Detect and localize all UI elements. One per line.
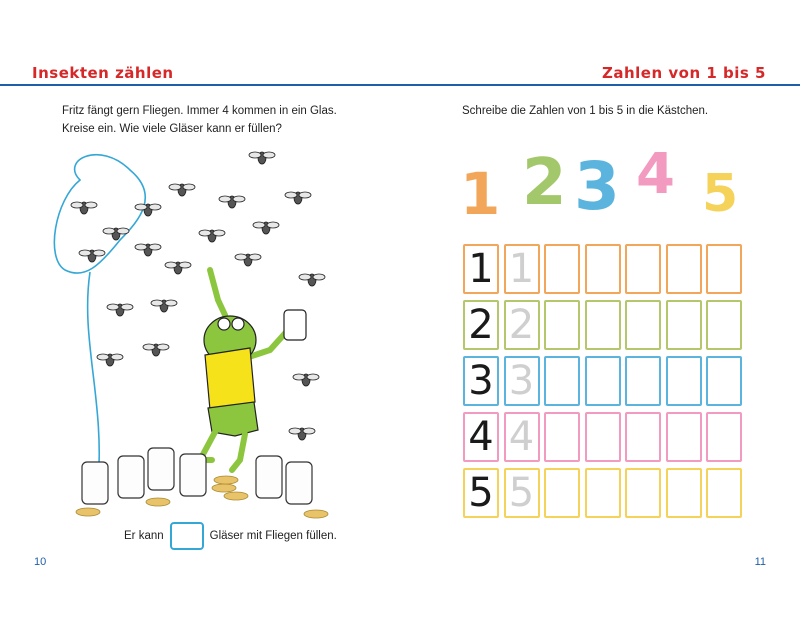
left-instruction-line-2: Kreise ein. Wie viele Gläser kann er füllen? (62, 123, 282, 135)
lid-icon (146, 498, 170, 506)
writing-cell[interactable] (706, 412, 742, 462)
fly-icon (97, 354, 123, 366)
model-digit-cell: 4 (463, 412, 499, 462)
writing-cell[interactable] (544, 244, 580, 294)
grid-row (463, 244, 747, 296)
header-rule (0, 84, 800, 86)
big-number-5: 5 (702, 164, 739, 224)
writing-cell[interactable] (625, 468, 661, 518)
writing-cell[interactable] (706, 244, 742, 294)
fly-icon (103, 228, 129, 240)
jar-icon (256, 456, 282, 498)
writing-cell[interactable] (544, 412, 580, 462)
number-models (448, 142, 758, 232)
fly-icon (165, 262, 191, 274)
writing-cell[interactable] (666, 356, 702, 406)
fly-icon (299, 274, 325, 286)
writing-cell[interactable] (585, 468, 621, 518)
model-digit-cell: 2 (463, 300, 499, 350)
lid-icon (224, 492, 248, 500)
grid-row (463, 468, 747, 520)
trace-digit-cell: 3 (504, 356, 540, 406)
writing-cell[interactable] (585, 412, 621, 462)
frog-flies-illustration (40, 140, 380, 530)
left-instruction-line-1: Fritz fängt gern Fliegen. Immer 4 kommen in ein Glas. (62, 105, 337, 117)
frog-drawing (200, 270, 306, 470)
jar-icon (148, 448, 174, 490)
left-instruction (62, 102, 362, 138)
jar-icon (286, 462, 312, 504)
writing-cell[interactable] (706, 356, 742, 406)
trace-digit-cell: 2 (504, 300, 540, 350)
jar-icon (82, 462, 108, 504)
writing-cell[interactable] (666, 244, 702, 294)
big-number-1: 1 (460, 160, 501, 228)
page-number-left: 10 (34, 556, 47, 568)
writing-cell[interactable] (625, 356, 661, 406)
answer-suffix: Gläser mit Fliegen füllen. (209, 530, 337, 542)
fly-icon (253, 222, 279, 234)
model-digit-cell: 5 (463, 468, 499, 518)
big-number-4: 4 (636, 142, 675, 207)
answer-box[interactable] (170, 522, 204, 550)
fly-icon (235, 254, 261, 266)
right-instruction: Schreibe die Zahlen von 1 bis 5 in die Kästchen. (462, 105, 709, 117)
writing-cell[interactable] (585, 356, 621, 406)
right-page-title: Zahlen von 1 bis 5 (601, 64, 766, 82)
answer-prefix: Er kann (124, 530, 164, 542)
fly-icon (249, 152, 275, 164)
writing-cell[interactable] (666, 412, 702, 462)
writing-cell[interactable] (666, 300, 702, 350)
grid-row (463, 412, 747, 464)
jar-icon (180, 454, 206, 496)
fly-icon (293, 374, 319, 386)
grid-row (463, 300, 747, 352)
writing-cell[interactable] (544, 468, 580, 518)
writing-cell[interactable] (666, 468, 702, 518)
flies-group (71, 152, 325, 440)
writing-cell[interactable] (706, 468, 742, 518)
writing-cell[interactable] (585, 244, 621, 294)
fly-icon (219, 196, 245, 208)
fly-icon (135, 204, 161, 216)
model-digit-cell: 1 (463, 244, 499, 294)
model-digit-cell: 3 (463, 356, 499, 406)
writing-cell[interactable] (625, 412, 661, 462)
page-number-right: 11 (754, 556, 766, 568)
lid-icon (214, 476, 238, 484)
jars-group (82, 448, 312, 504)
answer-sentence (124, 522, 337, 550)
fly-icon (107, 304, 133, 316)
writing-cell[interactable] (706, 300, 742, 350)
lid-icon (76, 508, 100, 516)
fly-icon (71, 202, 97, 214)
fly-icon (151, 300, 177, 312)
fly-icon (289, 428, 315, 440)
writing-cell[interactable] (585, 300, 621, 350)
trace-digit-cell: 1 (504, 244, 540, 294)
left-page-title: Insekten zählen (32, 64, 174, 82)
fly-icon (135, 244, 161, 256)
writing-cell[interactable] (544, 300, 580, 350)
lasso-arrow-line (88, 272, 100, 485)
lid-icon (212, 484, 236, 492)
fly-icon (169, 184, 195, 196)
grid-row (463, 356, 747, 408)
fly-icon (285, 192, 311, 204)
lid-icon (304, 510, 328, 518)
fly-icon (199, 230, 225, 242)
big-number-3: 3 (574, 148, 620, 225)
jar-icon (118, 456, 144, 498)
fly-icon (143, 344, 169, 356)
big-number-2: 2 (522, 146, 567, 220)
writing-cell[interactable] (625, 300, 661, 350)
writing-grid (463, 244, 747, 524)
writing-cell[interactable] (625, 244, 661, 294)
trace-digit-cell: 4 (504, 412, 540, 462)
trace-digit-cell: 5 (504, 468, 540, 518)
writing-cell[interactable] (544, 356, 580, 406)
